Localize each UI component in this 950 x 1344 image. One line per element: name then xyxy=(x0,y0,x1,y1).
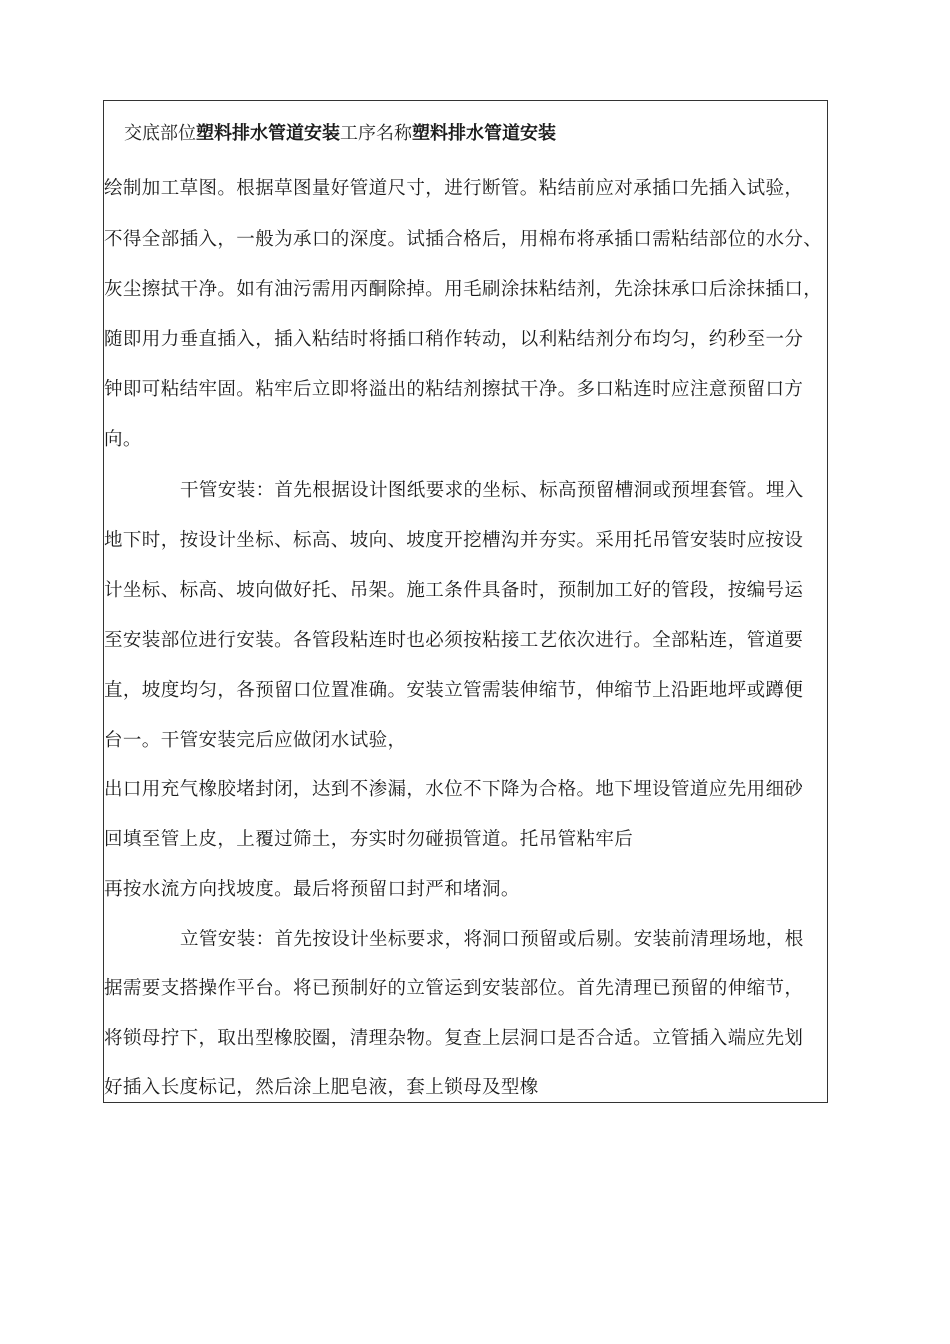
body-line: 钟即可粘结牢固。粘牢后立即将溢出的粘结剂擦拭干净。多口粘连时应注意预留口方 xyxy=(104,379,804,400)
body-line: 再按水流方向找坡度。最后将预留口封严和堵洞。 xyxy=(104,879,520,900)
body-line: 灰尘擦拭干净。如有油污需用丙酮除掉。用毛刷涂抹粘结剂，先涂抹承口后涂抹插口， xyxy=(104,279,823,300)
body-line: 回填至管上皮，上覆过筛土，夯实时勿碰损管道。托吊管粘牢后 xyxy=(104,829,634,850)
body-line: 计坐标、标高、坡向做好托、吊架。施工条件具备时，预制加工好的管段，按编号运 xyxy=(104,580,804,601)
body-line: 据需要支搭操作平台。将已预制好的立管运到安装部位。首先清理已预留的伸缩节， xyxy=(104,978,804,999)
body-line: 向。 xyxy=(104,429,142,450)
body-line: 出口用充气橡胶堵封闭，达到不渗漏，水位不下降为合格。地下埋设管道应先用细砂 xyxy=(104,779,804,800)
body-line: 干管安装：首先根据设计图纸要求的坐标、标高预留槽洞或预埋套管。埋入 xyxy=(180,480,804,501)
part-value: 塑料排水管道安装 xyxy=(196,123,340,144)
body-line: 台一。干管安装完后应做闭水试验， xyxy=(104,730,407,751)
body-line: 随即用力垂直插入，插入粘结时将插口稍作转动，以利粘结剂分布均匀，约秒至一分 xyxy=(104,329,804,350)
body-line: 立管安装：首先按设计坐标要求，将洞口预留或后剔。安装前清理场地，根 xyxy=(180,929,804,950)
body-line: 绘制加工草图。根据草图量好管道尺寸，进行断管。粘结前应对承插口先插入试验， xyxy=(104,178,804,199)
header-text xyxy=(124,122,556,146)
body-line: 直，坡度均匀，各预留口位置准确。安装立管需装伸缩节，伸缩节上沿距地坪或蹲便 xyxy=(104,680,804,701)
process-label: 工序名称 xyxy=(340,123,412,144)
body-line: 不得全部插入，一般为承口的深度。试插合格后，用棉布将承插口需粘结部位的水分、 xyxy=(104,229,823,250)
body-line: 好插入长度标记，然后涂上肥皂液，套上锁母及型橡 xyxy=(104,1077,539,1098)
body-line: 至安装部位进行安装。各管段粘连时也必须按粘接工艺依次进行。全部粘连，管道要 xyxy=(104,630,804,651)
body-line: 地下时，按设计坐标、标高、坡向、坡度开挖槽沟并夯实。采用托吊管安装时应按设 xyxy=(104,530,804,551)
body-line: 将锁母拧下，取出型橡胶圈，清理杂物。复查上层洞口是否合适。立管插入端应先划 xyxy=(104,1028,804,1049)
process-value: 塑料排水管道安装 xyxy=(412,123,556,144)
part-label: 交底部位 xyxy=(124,123,196,144)
header-row xyxy=(103,100,828,158)
